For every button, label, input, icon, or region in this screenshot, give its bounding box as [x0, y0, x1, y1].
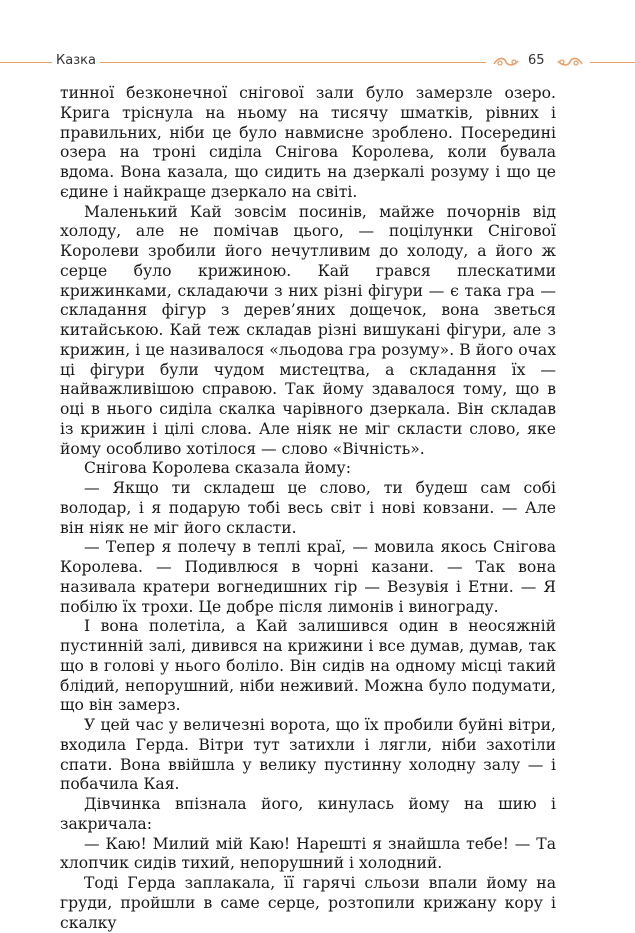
paragraph: І вона полетіла, а Кай залишився один в неосяжній пустинній залі, дивився на крижини і все думав, думав, так що в голові у нього боліло. Він сидів на одному місці такий блідий, непорушний, ніби неживий. Можна було подумати, що він замерз.	[60, 617, 556, 715]
paragraph: — Каю! Милий мій Каю! Нарешті я знайшла тебе! — Та хлопчик сидів тихий, непорушний і холодний.	[60, 834, 556, 873]
paragraph: тинної безконечної снігової зали було замерзле озеро. Крига тріснула на ньому на тисячу шматків, рівних і правильних, ніби це було навмисне зроблено. Посередині озера на троні сиділа Снігова Королева, коли бувала вдома. Вона казала, що сидить на дзеркалі розуму і що це єдине і найкраще дзеркало на світі.	[60, 84, 556, 201]
story-text	[60, 84, 556, 933]
paragraph: — Якщо ти складеш це слово, ти будеш сам собі володар, і я подарую тобі весь світ і нові ковзани. — Але він ніяк не міг його скласти.	[60, 479, 556, 537]
page-number: 65	[528, 53, 545, 68]
paragraph: Маленький Кай зовсім посинів, майже почорнів від холоду, але не помічав цього, — поцілунки Снігової Королеви зробили його нечутливим до холоду, а його ж серце було крижиною. Кай грався плескатими крижинками, складаючи з них різні фігури — є така гра — складання фігур з дерев’яних дощечок, вона зветься китайською. Кай теж складав різні вишукані фігури, але з крижин, і це називалося «льодова гра розуму». В його очах ці фігури були чудом мистецтва, а складання їх — найважливішою справою. Так йому здавалося тому, що в оці в нього сиділа скалка чарівного дзеркала. Він складав із крижин і цілі слова. Але ніяк не міг скласти слово, яке йому особливо хотілося — слово «Вічність».	[60, 202, 556, 458]
header-rule-right	[100, 62, 486, 63]
paragraph: — Тепер я полечу в теплі краї, — мовила якось Снігова Королева. — Подивлюся в чорні казани. — Так вона називала кратери вогнедишних гір — Везувія і Етни. — Я побілю їх трохи. Це добре після лимонів і винограду.	[60, 538, 556, 616]
paragraph: Снігова Королева сказала йому:	[84, 459, 351, 478]
running-header	[0, 52, 635, 74]
header-rule-far	[590, 62, 635, 63]
ornament-right-icon	[554, 55, 584, 69]
paragraph: Тоді Герда заплакала, її гарячі сльози впали йому на груди, пройшли в саме серце, розтопили крижану кору і скалку	[60, 874, 556, 932]
paragraph: У цей час у величезні ворота, що їх пробили буйні вітри, входила Герда. Вітри тут затихли і лягли, ніби захотіли спати. Вона ввійшла у велику пустинну холодну залу — і побачила Кая.	[60, 716, 556, 794]
section-title: Казка	[56, 53, 96, 68]
paragraph: Дівчинка впізнала його, кинулась йому на шию і закричала:	[60, 795, 556, 833]
header-rule-left	[0, 62, 52, 63]
ornament-left-icon	[492, 55, 522, 69]
